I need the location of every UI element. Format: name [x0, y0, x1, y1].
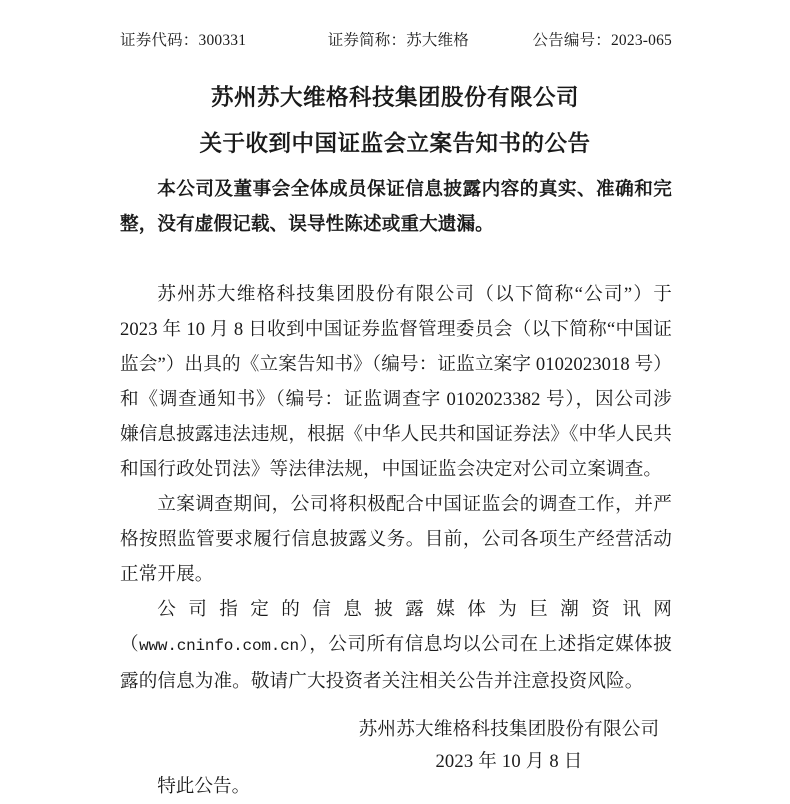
- company-name-title: 苏州苏大维格科技集团股份有限公司: [210, 85, 579, 110]
- cooperation-paragraph: 立案调查期间，公司将积极配合中国证监会的调查工作，并严格按照监管要求履行信息披露义务。目前，公司各项生产经营活动正常开展。: [120, 494, 672, 585]
- disclosure-media-text-after: ），公司所有信息均以公司在上述指定媒体披露的信息为准。敬请广大投资者关注相关公告并注意投资风险。: [120, 634, 672, 692]
- announcement-number: 公告编号：2023-065: [532, 32, 672, 49]
- paragraph-spacer: [120, 242, 672, 277]
- signature-block: [0, 714, 790, 778]
- announcement-subject-title: 关于收到中国证监会立案告知书的公告: [199, 131, 591, 156]
- closing-statement: 特此公告。: [157, 776, 251, 797]
- signature-company-name: 苏州苏大维格科技集团股份有限公司: [358, 719, 660, 740]
- investigation-notice-paragraph: 苏州苏大维格科技集团股份有限公司（以下简称“公司”）于 2023 年 10 月 8 日收到中国证券监督管理委员会（以下简称“中国证监会”）出具的《立案告知书》（编号：证监立案字 0102023018 号）和《调查通知书》（编号：证监调查字 0102023382 号），因公司涉嫌信息披露违法违规，根据《中华人民共和国证券法》《中华人民共和国行政处罚法》等法律法规，中国证监会决定对公司立案调查。: [120, 284, 672, 480]
- security-code: 证券代码：300331: [120, 32, 247, 49]
- disclosure-media-text-before: 公司指定的信息披露媒体为巨潮资讯网（: [120, 599, 672, 655]
- disclosure-media-paragraph: [120, 592, 672, 699]
- document-header: [120, 28, 672, 50]
- security-short-name: 证券简称：苏大维格: [327, 32, 469, 49]
- document-body: [120, 172, 672, 804]
- cninfo-url: www.cninfo.com.cn: [139, 637, 299, 655]
- signature-date: 2023 年 10 月 8 日: [435, 751, 583, 772]
- title-block: [0, 78, 790, 164]
- disclaimer-paragraph: 本公司及董事会全体成员保证信息披露内容的真实、准确和完整，没有虚假记载、误导性陈述或重大遗漏。: [120, 179, 672, 235]
